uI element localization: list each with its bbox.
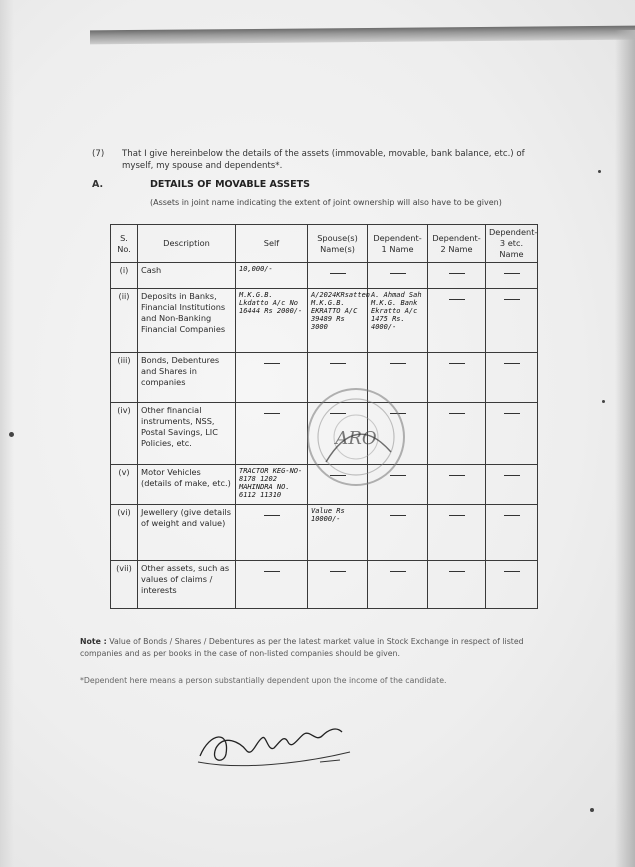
nil-dash xyxy=(264,413,280,414)
row-dependent-1-value xyxy=(368,263,428,289)
row-self-value xyxy=(236,561,308,609)
header-dependent-1: Dependent-1 Name xyxy=(368,225,428,263)
nil-dash xyxy=(504,363,520,364)
row-dependent-1-value xyxy=(368,561,428,609)
row-self-value xyxy=(236,289,308,353)
dependent-definition: *Dependent here means a person substantially dependent upon the income of the candidate. xyxy=(80,676,447,685)
stamp-text: ARO xyxy=(335,428,377,449)
row-description: Jewellery (give details of weight and value) xyxy=(138,505,236,561)
handwritten-entry: M.K.G.B. Lkdatto A/c No 16444 Rs 2000/- xyxy=(239,291,303,315)
scan-right-edge xyxy=(615,30,635,867)
row-spouse-value xyxy=(308,561,368,609)
header-description: Description xyxy=(138,225,236,263)
row-dependent-3-value xyxy=(486,465,538,505)
table-row xyxy=(111,289,538,353)
nil-dash xyxy=(390,515,406,516)
nil-dash xyxy=(330,571,346,572)
scan-speck xyxy=(598,170,601,173)
section-letter: A. xyxy=(92,179,104,190)
handwritten-entry: 10,000/- xyxy=(239,265,273,273)
nil-dash xyxy=(330,363,346,364)
row-description: Other assets, such as values of claims / interests xyxy=(138,561,236,609)
row-dependent-2-value xyxy=(428,465,486,505)
nil-dash xyxy=(449,515,465,516)
row-serial-number: (iv) xyxy=(111,403,138,465)
row-dependent-3-value xyxy=(486,561,538,609)
nil-dash xyxy=(264,363,280,364)
footnote-label: Note : xyxy=(80,637,107,646)
handwritten-entry: TRACTOR KEG-NO-8178 1202 MAHINDRA NO. 6112 11310 xyxy=(239,467,303,499)
row-dependent-2-value xyxy=(428,505,486,561)
nil-dash xyxy=(449,571,465,572)
row-dependent-3-value xyxy=(486,505,538,561)
signature xyxy=(190,712,360,772)
row-dependent-2-value xyxy=(428,561,486,609)
row-description: Other financial instruments, NSS, Postal Savings, LIC Policies, etc. xyxy=(138,403,236,465)
row-dependent-3-value xyxy=(486,263,538,289)
row-self-value xyxy=(236,263,308,289)
nil-dash xyxy=(390,363,406,364)
table-row xyxy=(111,263,538,289)
row-serial-number: (i) xyxy=(111,263,138,289)
row-spouse-value xyxy=(308,505,368,561)
nil-dash xyxy=(449,363,465,364)
row-dependent-3-value xyxy=(486,403,538,465)
header-spouse: Spouse(s) Name(s) xyxy=(308,225,368,263)
nil-dash xyxy=(330,273,346,274)
nil-dash xyxy=(449,299,465,300)
header-dependent-3: Dependent-3 etc. Name xyxy=(486,225,538,263)
row-description: Motor Vehicles (details of make, etc.) xyxy=(138,465,236,505)
scan-speck xyxy=(9,432,14,437)
nil-dash xyxy=(504,515,520,516)
header-sno: S. No. xyxy=(111,225,138,263)
nil-dash xyxy=(504,571,520,572)
nil-dash xyxy=(390,571,406,572)
row-spouse-value xyxy=(308,263,368,289)
section-title: DETAILS OF MOVABLE ASSETS xyxy=(150,179,310,190)
footnote-block xyxy=(80,636,560,660)
nil-dash xyxy=(504,475,520,476)
row-description: Cash xyxy=(138,263,236,289)
row-dependent-2-value xyxy=(428,403,486,465)
section-note: (Assets in joint name indicating the extent of joint ownership will also have to be given) xyxy=(150,198,502,207)
nil-dash xyxy=(264,515,280,516)
handwritten-entry: A/2024KRsatten M.K.G.B. EKRATTO A/C 39489 Rs 3000 xyxy=(311,291,371,331)
scan-speck xyxy=(590,808,594,812)
row-dependent-1-value xyxy=(368,505,428,561)
row-serial-number: (vi) xyxy=(111,505,138,561)
nil-dash xyxy=(264,571,280,572)
row-serial-number: (v) xyxy=(111,465,138,505)
row-spouse-value xyxy=(308,289,371,353)
intro-paragraph: That I give hereinbelow the details of the assets (immovable, movable, bank balance, etc.) of myself, my spouse and dependents*. xyxy=(122,149,525,171)
nil-dash xyxy=(504,273,520,274)
row-serial-number: (ii) xyxy=(111,289,138,353)
row-dependent-2-value xyxy=(428,353,486,403)
official-stamp xyxy=(296,382,416,492)
row-dependent-1-value xyxy=(368,289,428,353)
nil-dash xyxy=(504,413,520,414)
nil-dash xyxy=(504,299,520,300)
row-dependent-2-value xyxy=(428,289,486,353)
nil-dash xyxy=(390,273,406,274)
table-header-row xyxy=(111,225,538,263)
scan-top-shadow xyxy=(90,26,635,45)
table-row xyxy=(111,505,538,561)
footnote-text: Value of Bonds / Shares / Debentures as per the latest market value in Stock Exchange in respect of listed companies and as per books in the case of non-listed companies should be given. xyxy=(80,637,524,658)
row-description: Deposits in Banks, Financial Institutions and Non-Banking Financial Companies xyxy=(138,289,236,353)
header-self: Self xyxy=(236,225,308,263)
row-serial-number: (vii) xyxy=(111,561,138,609)
header-dependent-2: Dependent-2 Name xyxy=(428,225,486,263)
scan-speck xyxy=(602,400,605,403)
paragraph-number: (7) xyxy=(92,149,105,159)
row-dependent-3-value xyxy=(486,289,538,353)
row-dependent-3-value xyxy=(486,353,538,403)
handwritten-entry: Value Rs 10000/- xyxy=(311,507,345,523)
row-self-value xyxy=(236,505,308,561)
row-description: Bonds, Debentures and Shares in companies xyxy=(138,353,236,403)
nil-dash xyxy=(449,273,465,274)
nil-dash xyxy=(449,475,465,476)
table-row xyxy=(111,561,538,609)
nil-dash xyxy=(449,413,465,414)
handwritten-entry: A. Ahmad Sah M.K.G. Bank Ekratto A/c 1475 Rs. 4000/- xyxy=(371,291,422,331)
row-dependent-2-value xyxy=(428,263,486,289)
row-serial-number: (iii) xyxy=(111,353,138,403)
